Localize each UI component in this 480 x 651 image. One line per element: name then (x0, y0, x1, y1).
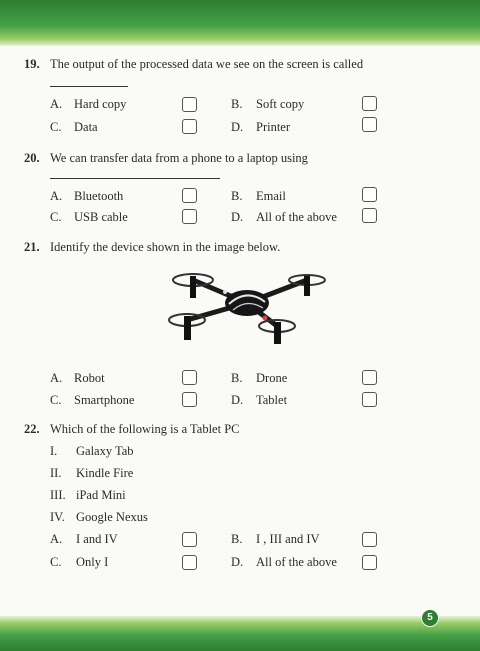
header-green-band (0, 0, 480, 46)
footer-green-band (0, 616, 480, 651)
q19-option-b-checkbox[interactable] (362, 96, 377, 111)
q22-option-d-letter: D. (231, 555, 244, 569)
q21-option-a-checkbox[interactable] (182, 370, 197, 385)
q19-option-b-text: Soft copy (256, 97, 305, 111)
q22-item-3-numeral: III. (50, 488, 66, 502)
question-22-text: Which of the following is a Tablet PC (50, 422, 240, 436)
q20-option-c-text: USB cable (74, 210, 128, 224)
q21-option-a-letter: A. (50, 371, 63, 385)
q20-option-d-letter: D. (231, 210, 244, 224)
q21-option-a-text: Robot (74, 371, 105, 385)
q20-option-c-letter: C. (50, 210, 62, 224)
q21-option-b-checkbox[interactable] (362, 370, 377, 385)
q19-option-b-letter: B. (231, 97, 243, 111)
q21-option-c-text: Smartphone (74, 393, 135, 407)
page-number-badge: 5 (421, 609, 439, 627)
question-20-text: We can transfer data from a phone to a laptop using (50, 151, 308, 165)
q22-item-2-text: Kindle Fire (76, 466, 134, 480)
q22-option-b-checkbox[interactable] (362, 532, 377, 547)
q19-option-d-text: Printer (256, 120, 291, 134)
q20-option-b-checkbox[interactable] (362, 187, 377, 202)
question-22-number: 22. (24, 422, 40, 436)
q19-option-c-text: Data (74, 120, 98, 134)
drone-quadcopter-image (165, 258, 330, 348)
question-19-number: 19. (24, 57, 40, 71)
q21-option-b-letter: B. (231, 371, 243, 385)
q20-option-d-text: All of the above (256, 210, 337, 224)
q22-option-d-text: All of the above (256, 555, 337, 569)
question-19-text: The output of the processed data we see on the screen is called (50, 57, 364, 71)
q20-option-d-checkbox[interactable] (362, 208, 377, 223)
q20-option-b-text: Email (256, 189, 286, 203)
question-19-blank (50, 86, 128, 87)
q22-option-c-checkbox[interactable] (182, 555, 197, 570)
q19-option-d-checkbox[interactable] (362, 117, 377, 132)
q22-option-d-checkbox[interactable] (362, 555, 377, 570)
q22-option-c-letter: C. (50, 555, 62, 569)
q22-option-a-checkbox[interactable] (182, 532, 197, 547)
q22-item-4-text: Google Nexus (76, 510, 148, 524)
q21-option-d-checkbox[interactable] (362, 392, 377, 407)
q19-option-d-letter: D. (231, 120, 244, 134)
q21-option-b-text: Drone (256, 371, 288, 385)
q20-option-a-text: Bluetooth (74, 189, 124, 203)
q21-option-c-letter: C. (50, 393, 62, 407)
question-21-number: 21. (24, 240, 40, 254)
q22-item-3-text: iPad Mini (76, 488, 126, 502)
q22-option-a-letter: A. (50, 532, 63, 546)
q22-option-a-text: I and IV (76, 532, 118, 546)
question-21-text: Identify the device shown in the image below. (50, 240, 281, 254)
q22-item-2-numeral: II. (50, 466, 62, 480)
q19-option-c-letter: C. (50, 120, 62, 134)
q22-option-b-text: I , III and IV (256, 532, 320, 546)
q21-option-c-checkbox[interactable] (182, 392, 197, 407)
q19-option-c-checkbox[interactable] (182, 119, 197, 134)
q22-item-4-numeral: IV. (50, 510, 65, 524)
q19-option-a-text: Hard copy (74, 97, 127, 111)
q20-option-b-letter: B. (231, 189, 243, 203)
q22-item-1-numeral: I. (50, 444, 58, 458)
q22-option-b-letter: B. (231, 532, 243, 546)
q20-option-a-letter: A. (50, 189, 63, 203)
q19-option-a-checkbox[interactable] (182, 97, 197, 112)
q22-item-1-text: Galaxy Tab (76, 444, 134, 458)
question-20-number: 20. (24, 151, 40, 165)
question-20-blank (50, 178, 220, 179)
q20-option-a-checkbox[interactable] (182, 188, 197, 203)
q22-option-c-text: Only I (76, 555, 109, 569)
q20-option-c-checkbox[interactable] (182, 209, 197, 224)
q21-option-d-text: Tablet (256, 393, 288, 407)
q21-option-d-letter: D. (231, 393, 244, 407)
q19-option-a-letter: A. (50, 97, 63, 111)
